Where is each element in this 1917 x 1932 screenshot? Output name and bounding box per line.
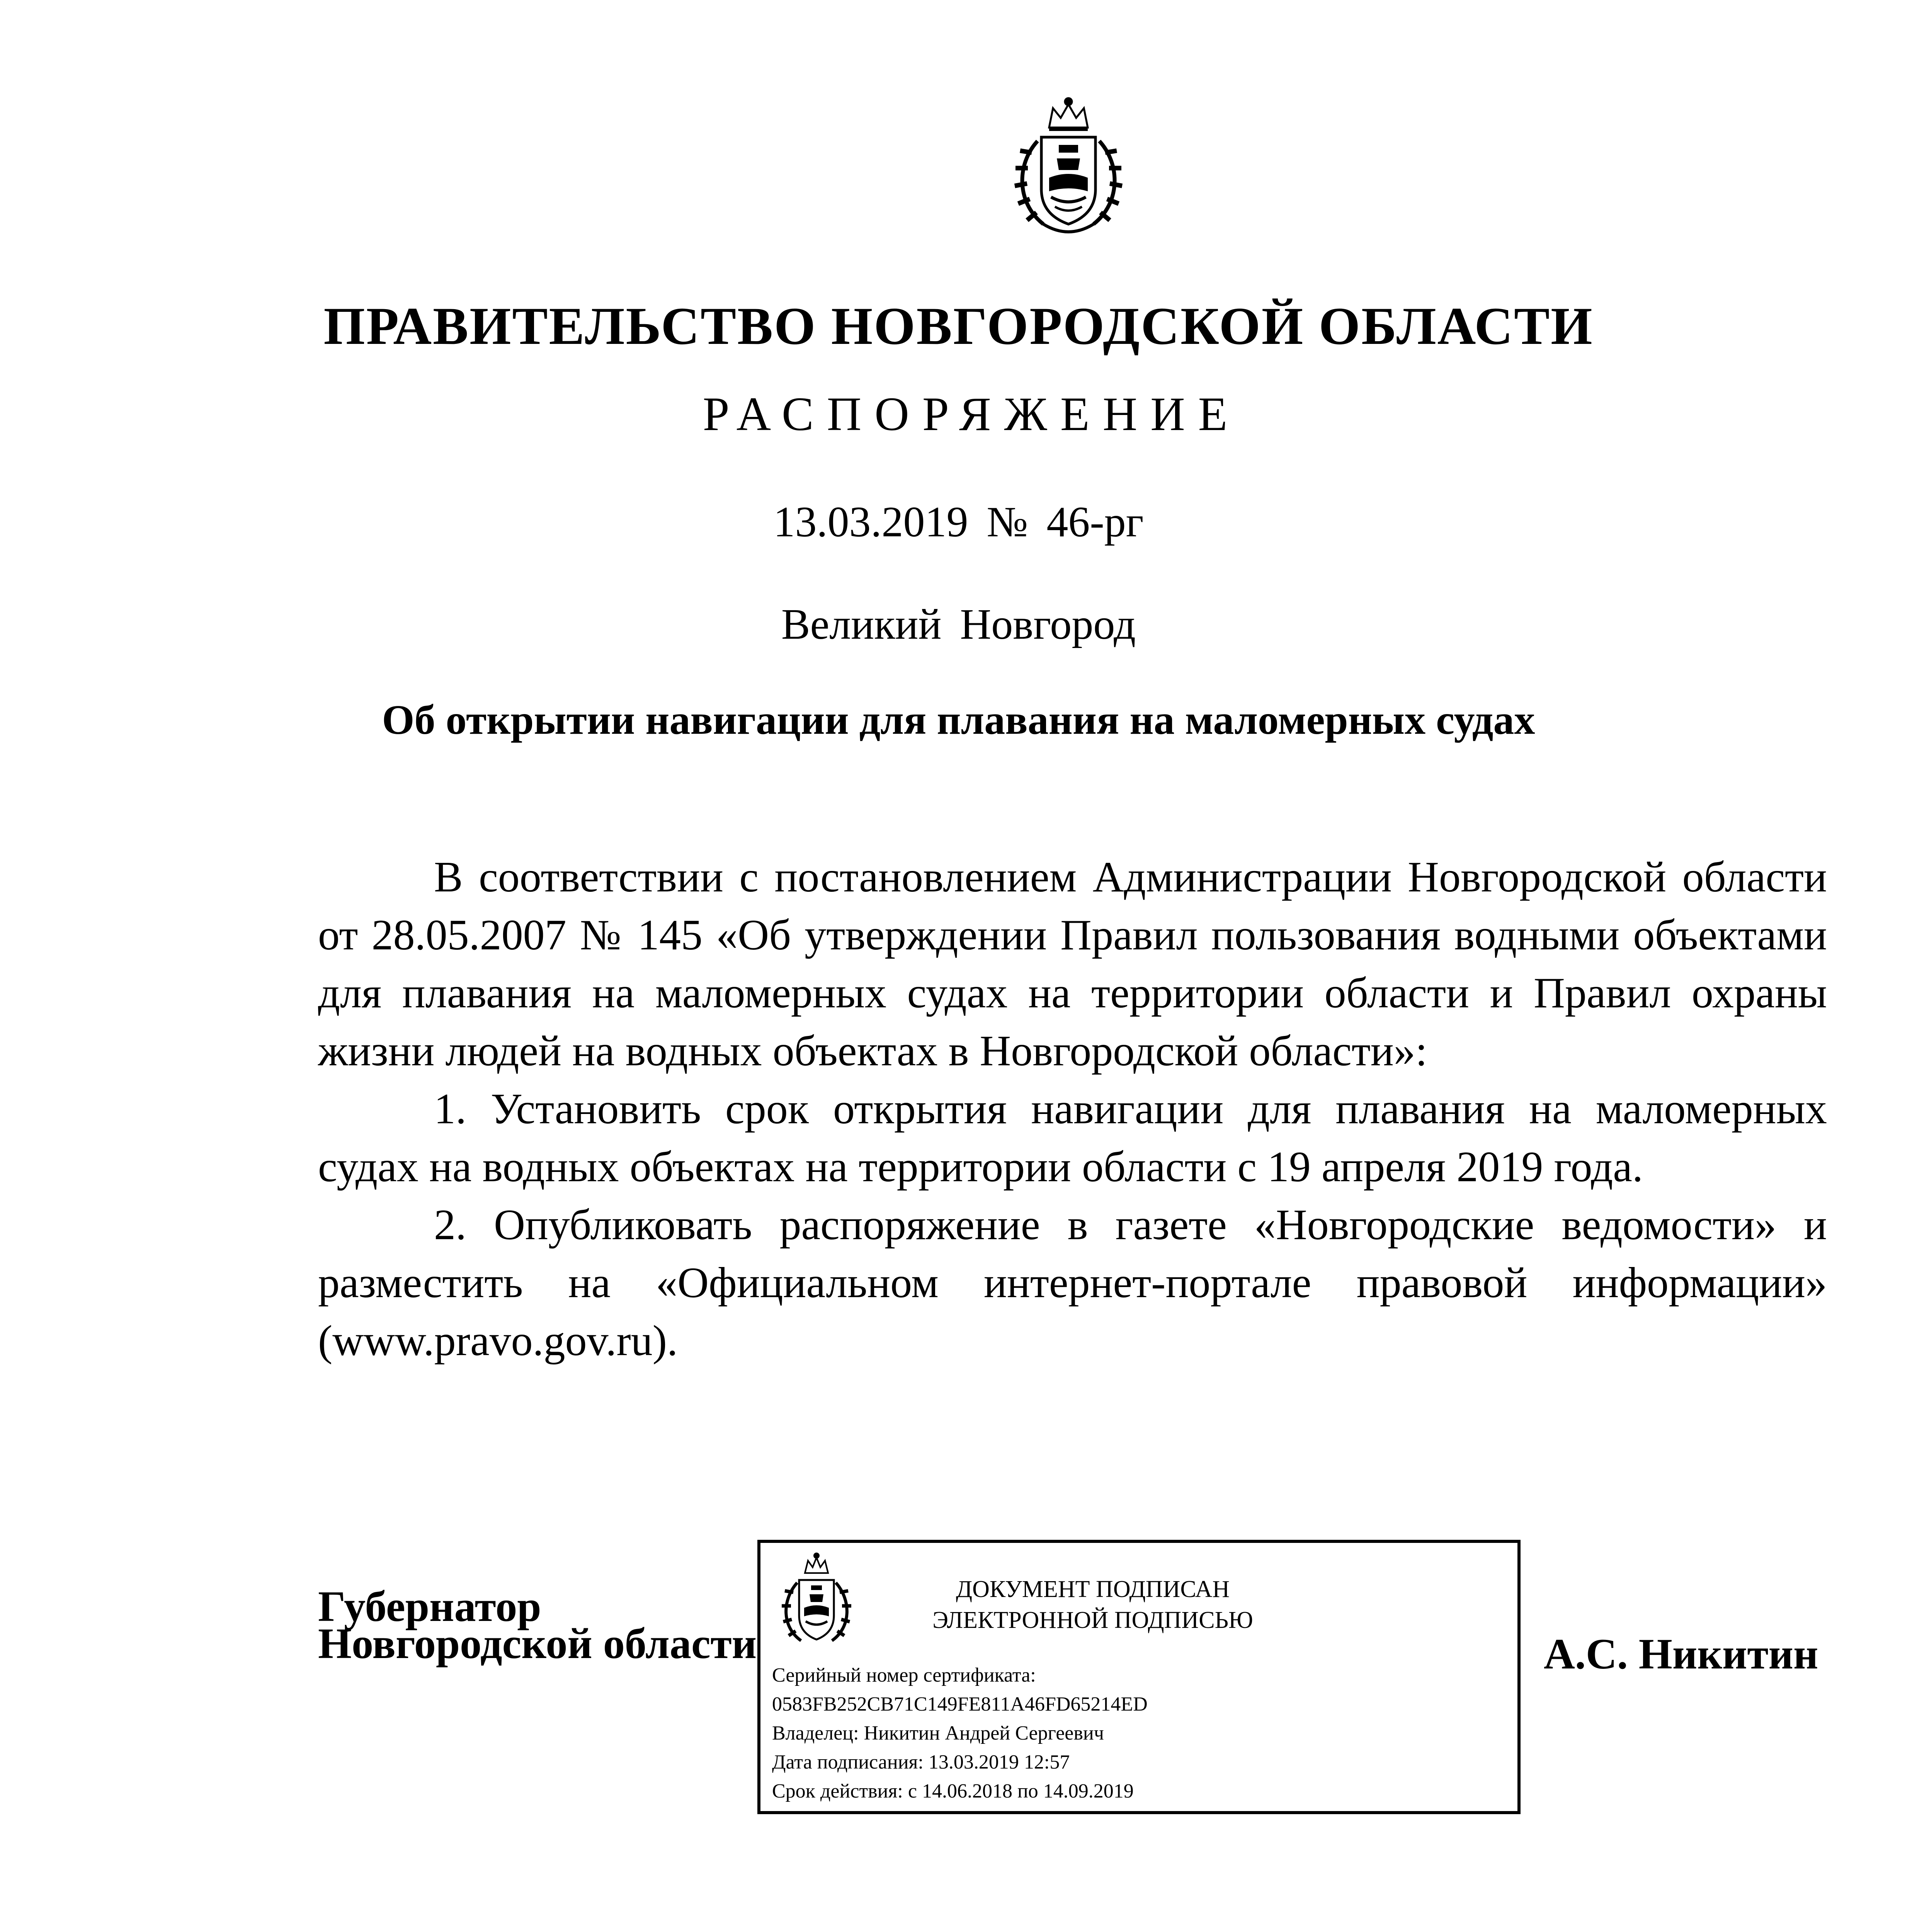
signatory-name: А.С. Никитин	[1544, 1630, 1818, 1678]
signature-stamp-heading	[884, 1574, 1301, 1636]
signature-stamp-heading-line-2: ЭЛЕКТРОННОЙ ПОДПИСЬЮ	[932, 1607, 1253, 1633]
signatory-position-line-1: Губернатор	[318, 1583, 541, 1631]
organization-title: ПРАВИТЕЛЬСТВО НОВГОРОДСКОЙ ОБЛАСТИ	[323, 296, 1594, 355]
body-paragraph-item-2: 2. Опубликовать распоряжение в газете «Новгородские ведомости» и разместить на «Официальном интернет-портале правовой информации» (www.pravo.gov.ru).	[318, 1201, 1827, 1365]
certificate-validity: Срок действия: с 14.06.2018 по 14.09.2019	[772, 1780, 1134, 1802]
body-paragraph-item-1: 1. Установить срок открытия навигации для плавания на маломерных судах на водных объектах на территории области с 19 апреля 2019 года.	[318, 1085, 1827, 1191]
document-date-number: 13.03.2019 № 46-рг	[773, 498, 1144, 546]
document-city: Великий Новгород	[781, 600, 1136, 648]
signatory-position-line-2: Новгородской области	[318, 1620, 757, 1668]
certificate-serial-value: 0583FB252CB71C149FE811A46FD65214ED	[772, 1693, 1148, 1715]
signing-date: Дата подписания: 13.03.2019 12:57	[772, 1751, 1070, 1773]
document-type: РАСПОРЯЖЕНИЕ	[703, 388, 1241, 440]
electronic-signature-stamp	[757, 1540, 1521, 1814]
coat-of-arms-icon	[1001, 91, 1136, 245]
certificate-serial-label: Серийный номер сертификата:	[772, 1664, 1036, 1686]
document-body	[318, 848, 1827, 1370]
certificate-owner: Владелец: Никитин Андрей Сергеевич	[772, 1722, 1104, 1744]
coat-of-arms-icon	[774, 1550, 859, 1654]
body-paragraph-preamble: В соответствии с постановлением Администрации Новгородской области от 28.05.2007 № 145 «Об утверждении Правил пользования водными объектами для плавания на маломерных судах на территории области и Правил охраны жизни людей на водных объектах в Новгородской области»:	[318, 853, 1827, 1075]
signatory-position	[318, 1583, 757, 1668]
document-subject: Об открытии навигации для плавания на маломерных судах	[382, 697, 1535, 743]
signature-stamp-details	[772, 1661, 1148, 1806]
signature-stamp-heading-line-1: ДОКУМЕНТ ПОДПИСАН	[956, 1576, 1230, 1602]
